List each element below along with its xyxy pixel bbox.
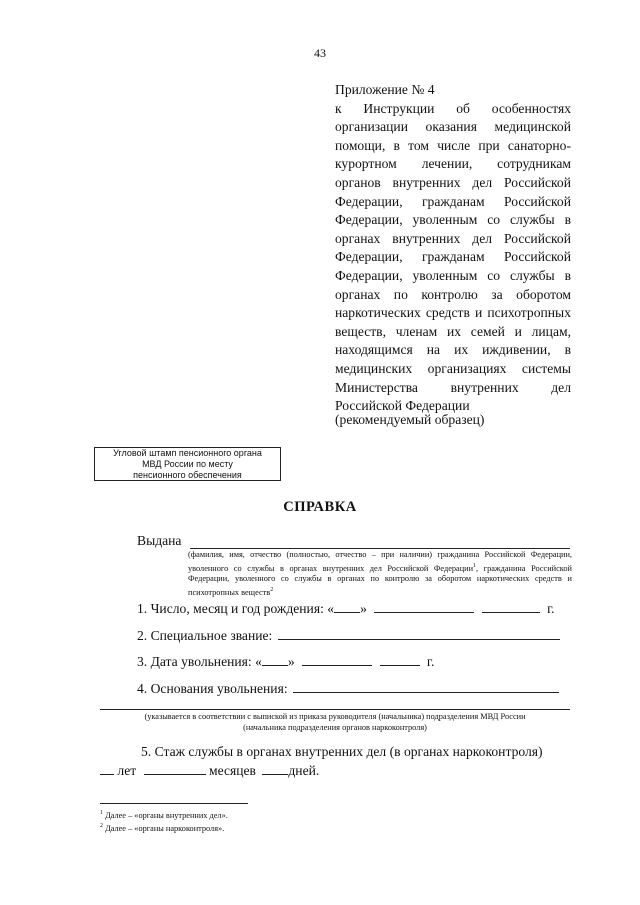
stamp-line-3: пенсионного обеспечения (133, 470, 242, 480)
dismissal-date-quote-close: » (287, 654, 295, 669)
footnote-separator (100, 803, 248, 804)
dismissal-year-suffix: г. (426, 654, 435, 669)
footnote-2 (100, 821, 228, 834)
service-days-label: дней. (288, 763, 320, 778)
document-title: СПРАВКА (283, 499, 357, 515)
service-years-blank[interactable] (100, 762, 114, 775)
footnote-1 (100, 808, 228, 821)
service-days-blank[interactable] (262, 762, 288, 775)
footnote-2-mark: 2 (100, 822, 103, 829)
stamp-line-2: МВД России по месту (142, 459, 233, 469)
dismissal-basis-caption-line-2: (начальника подразделения органов наркоконтроля) (243, 722, 427, 732)
footnotes (100, 808, 228, 834)
dismissal-basis-label: 4. Основания увольнения: (137, 681, 288, 696)
footnote-1-mark: 1 (100, 810, 103, 816)
dismissal-year-blank[interactable] (380, 653, 420, 666)
dismissal-date-label: 3. Дата увольнения: « (137, 654, 262, 669)
birth-day-blank[interactable] (334, 600, 360, 613)
appendix-block (335, 81, 571, 416)
appendix-number: Приложение № 4 (335, 82, 435, 97)
issued-caption-part-1: (фамилия, имя, отчество (полностью, отчество – при наличии) гражданина Российской Федерации, уволенного со службы в органах внутренних дел Российской Федерации (188, 550, 572, 573)
corner-stamp-box (94, 447, 281, 481)
issued-caption-part-2: , гражданина Российской Федерации, уволенного со службы в органах по контролю за оборотом наркотических средств и психотропных веществ (188, 563, 572, 597)
birth-date-label: 1. Число, месяц и год рождения: « (137, 601, 335, 616)
issued-caption (188, 550, 572, 598)
special-rank-label: 2. Специальное звание: (137, 628, 273, 643)
service-length-row (100, 761, 570, 780)
service-length-block (100, 742, 570, 780)
footnote-1-text: Далее – «органы внутренних дел». (103, 810, 228, 820)
issued-blank-line[interactable] (190, 548, 570, 549)
field-special-rank (137, 627, 560, 644)
field-birth-date (137, 600, 555, 617)
dismissal-basis-second-line[interactable] (100, 709, 570, 710)
dismissal-basis-caption (100, 712, 570, 734)
stamp-line-1: Угловой штамп пенсионного органа (113, 448, 262, 458)
birth-year-blank[interactable] (482, 600, 540, 613)
dismissal-day-blank[interactable] (262, 653, 288, 666)
issued-label: Выдана (137, 533, 182, 548)
service-length-text: 5. Стаж службы в органах внутренних дел (в органах наркоконтроля) (141, 744, 543, 759)
footnote-2-text: Далее – «органы наркоконтроля». (103, 823, 225, 833)
issued-caption-sup-1: 1 (473, 562, 477, 569)
field-dismissal-basis (137, 680, 559, 697)
special-rank-blank[interactable] (278, 627, 560, 640)
sample-label: (рекомендуемый образец) (335, 412, 485, 427)
service-months-blank[interactable] (144, 762, 206, 775)
dismissal-basis-blank[interactable] (293, 680, 559, 693)
dismissal-basis-caption-line-1: (указывается в соответствии с выпиской из приказа руководителя (начальника) подразделения МВД России (144, 712, 526, 721)
dismissal-month-blank[interactable] (302, 653, 372, 666)
birth-month-blank[interactable] (374, 600, 474, 613)
service-months-label: месяцев (208, 763, 256, 778)
birth-year-suffix: г. (547, 601, 555, 616)
service-years-label: лет (117, 763, 137, 778)
birth-date-quote-close: » (360, 601, 367, 616)
appendix-text: к Инструкции об особенностях организации оказания медицинской помощи, в том числе при санаторно-курортном лечении, сотрудникам органов внутренних дел Российской Федерации, гражданам Российской Федерации, уволенным со службы в органах внутренних дел Российской Федерации, гражданам Российской Федерации, уволенным со службы в органах по контролю за оборотом наркотических средств и психотропных веществ, членам их семей и лицам, находящимся на их иждивении, в медицинских организациях системы Министерства внутренних дел Российской Федерации (335, 100, 571, 414)
field-dismissal-date (137, 653, 434, 670)
issued-caption-sup-2: 2 (270, 586, 274, 593)
page-number: 43 (314, 46, 326, 60)
